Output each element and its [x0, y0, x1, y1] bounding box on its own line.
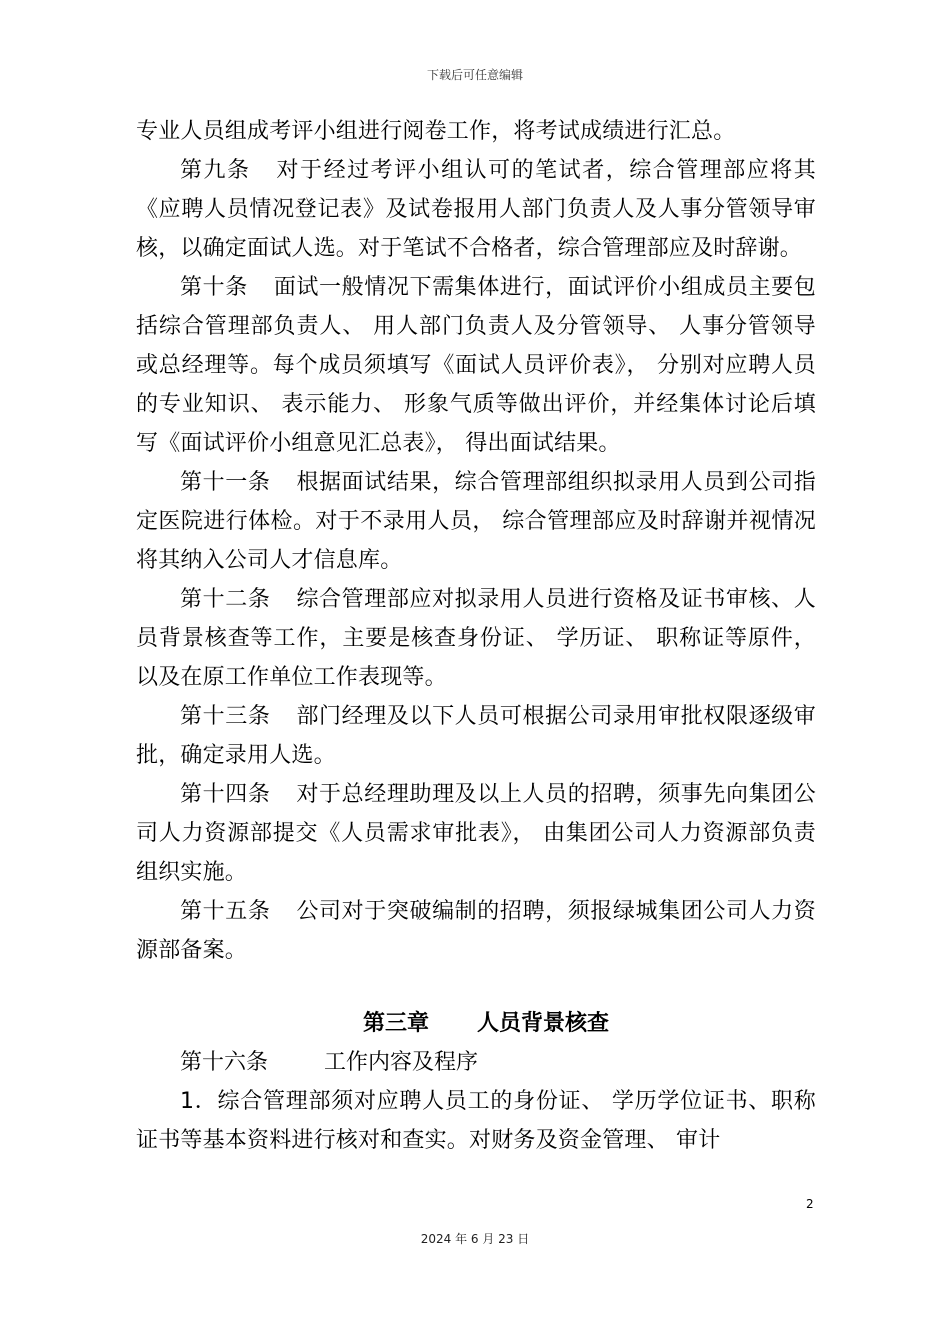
- article-10: [136, 268, 816, 463]
- paragraph-text: 专业人员组成考评小组进行阅卷工作，将考试成绩进行汇总。: [136, 119, 736, 144]
- article-number: 第十三条: [180, 704, 271, 729]
- page-number: 2: [806, 1197, 814, 1211]
- article-number: 第十二条: [180, 587, 271, 612]
- document-body: [136, 112, 816, 1160]
- paragraph-text: 1．综合管理部须对应聘人员工的身份证、 学历学位证书、职称证书等基本资料进行核对和查实。对财务及资金管理、 审计: [136, 1089, 816, 1153]
- article-11: [136, 463, 816, 580]
- article-text: 综合管理部应对拟录用人员进行资格及证书审核、人员背景核查等工作，主要是核查身份证、 学历证、 职称证等原件，以及在原工作单位工作表现等。: [136, 587, 816, 690]
- article-number: 第十六条: [180, 1050, 269, 1075]
- article-number: 第十四条: [180, 782, 271, 807]
- article-number: 第十一条: [180, 470, 271, 495]
- article-text: 部门经理及以下人员可根据公司录用审批权限逐级审批，确定录用人选。: [136, 704, 816, 768]
- article-text: 公司对于突破编制的招聘，须报绿城集团公司人力资源部备案。: [136, 899, 816, 963]
- article-text: 对于经过考评小组认可的笔试者，综合管理部应将其《应聘人员情况登记表》及试卷报用人部门负责人及人事分管领导审核，以确定面试人选。对于笔试不合格者，综合管理部应及时辞谢。: [136, 158, 816, 261]
- paragraph-continuation: [136, 112, 816, 151]
- chapter-number: 第三章: [362, 1011, 429, 1036]
- article-text: 面试一般情况下需集体进行，面试评价小组成员主要包括综合管理部负责人、 用人部门负责人及分管领导、 人事分管领导或总经理等。每个成员须填写《面试人员评价表》， 分别对应聘人员的专业知识、 表示能力、 形象气质等做出评价，并经集体讨论后填写《面试评价小组意见汇总表》， 得出面试结果。: [136, 275, 816, 456]
- article-number: 第十条: [180, 275, 248, 300]
- page-header: 下载后可任意编辑: [426, 68, 523, 82]
- article-16-heading: [136, 1043, 816, 1082]
- article-heading-text: 工作内容及程序: [324, 1050, 479, 1075]
- article-13: [136, 697, 816, 775]
- article-text: 根据面试结果，综合管理部组织拟录用人员到公司指定医院进行体检。对于不录用人员， 综合管理部应及时辞谢并视情况将其纳入公司人才信息库。: [136, 470, 816, 573]
- article-14: [136, 775, 816, 892]
- footer-date: 2024 年 6 月 23 日: [420, 1232, 530, 1246]
- article-text: 对于总经理助理及以上人员的招聘，须事先向集团公司人力资源部提交《人员需求审批表》， 由集团公司人力资源部负责组织实施。: [136, 782, 816, 885]
- article-12: [136, 580, 816, 697]
- article-number: 第九条: [180, 158, 251, 183]
- article-16-item-1: [136, 1082, 816, 1160]
- chapter-heading: [136, 1004, 816, 1043]
- article-number: 第十五条: [180, 899, 271, 924]
- article-15: [136, 892, 816, 970]
- article-9: [136, 151, 816, 268]
- chapter-title: 人员背景核查: [477, 1011, 610, 1036]
